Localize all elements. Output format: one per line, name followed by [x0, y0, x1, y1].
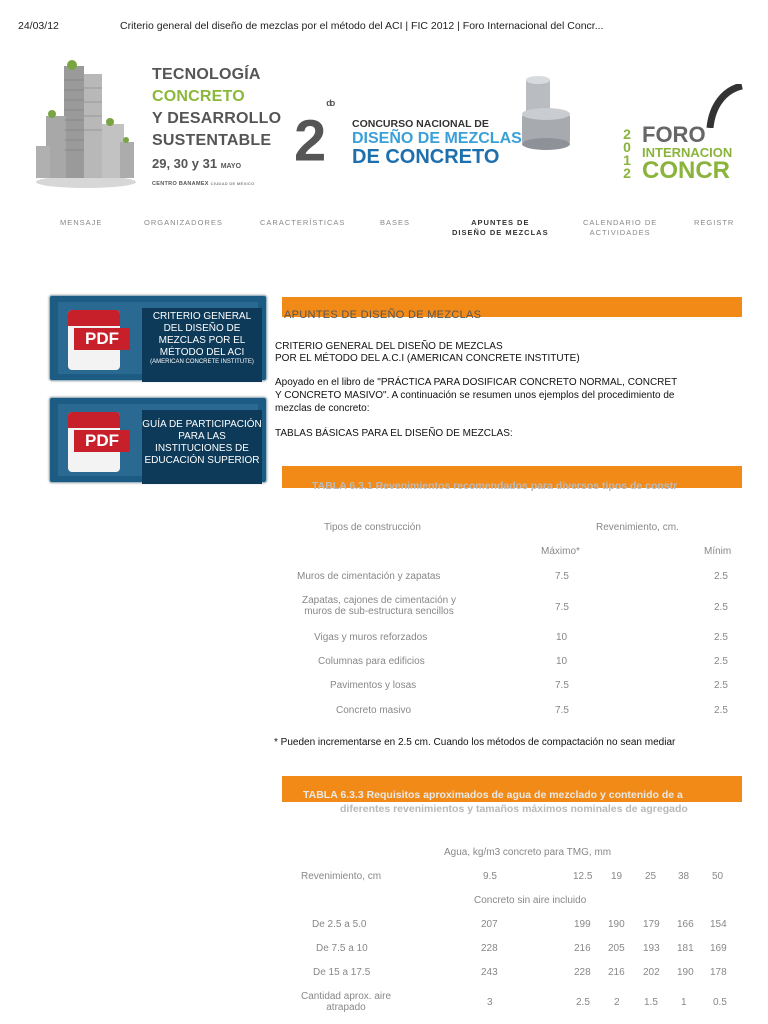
pdf-card-line: MÉTODO DEL ACI — [159, 347, 245, 358]
table2-water-header: Agua, kg/m3 concreto para TMG, mm — [444, 847, 612, 858]
table-cell: 205 — [608, 943, 625, 954]
table-row-label: De 2.5 a 5.0 — [312, 919, 367, 930]
pdf-card-subtitle: (AMERICAN CONCRETE INSTITUTE) — [150, 359, 254, 365]
table2-title-line2: diferentes revenimientos y tamaños máximos nominales de agregado — [340, 803, 688, 815]
event-days: 29, 30 y 31 — [152, 156, 218, 171]
event-dates — [152, 156, 281, 171]
print-date: 24/03/12 — [18, 20, 59, 32]
table-row-label: Pavimentos y losas — [330, 680, 417, 691]
contest-line-2: DISEÑO DE MEZCLAS — [352, 130, 522, 147]
nav-calendario-line1: CALENDARIO DE — [583, 218, 658, 227]
pdf-card-inner — [58, 404, 262, 476]
article-paragraph-line3: mezclas de concreto: — [275, 403, 370, 414]
table-cell: 190 — [608, 919, 625, 930]
table2-tmg: 25 — [645, 871, 657, 882]
section-title: APUNTES DE DISEÑO DE MEZCLAS — [284, 309, 482, 321]
table-cell: 2.5 — [714, 602, 728, 613]
table-row-label-line: Zapatas, cajones de cimentación y — [302, 595, 456, 606]
table-cell: 2.5 — [576, 997, 590, 1008]
concrete-cylinder-icon — [514, 74, 572, 156]
table-cell: 228 — [481, 943, 498, 954]
pdf-badge: PDF — [74, 430, 130, 452]
nav-apuntes-line2: DISEÑO DE MEZCLAS — [452, 228, 549, 237]
pdf-card-line: INSTITUCIONES DE — [155, 443, 249, 454]
pdf-card-title — [142, 410, 262, 484]
table1-title: TABLA 6.3.1 Revenimientos recomendados para diversos tipos de constr — [312, 480, 678, 492]
table-cell: 1 — [681, 997, 687, 1008]
table-cell: 0.5 — [713, 997, 727, 1008]
pdf-card-title — [142, 308, 262, 382]
event-logo — [152, 64, 281, 187]
table1-header-min: Mínim — [704, 546, 732, 557]
pdf-card-line: DEL DISEÑO DE — [163, 323, 241, 334]
nav-registro[interactable]: REGISTR — [694, 218, 735, 227]
article-paragraph-line1: Apoyado en el libro de "PRÁCTICA PARA DOSIFICAR CONCRETO NORMAL, CONCRET — [275, 377, 678, 388]
table-row-label: Columnas para edificios — [318, 656, 425, 667]
table-cell: 10 — [556, 656, 568, 667]
building-illustration — [36, 60, 136, 188]
foro-line-3: CONCR — [642, 157, 730, 184]
table-cell: 190 — [677, 967, 694, 978]
foro-line-1: FORO — [642, 122, 706, 147]
table2-subheader: Concreto sin aire incluido — [474, 895, 587, 906]
table-cell: 193 — [643, 943, 660, 954]
table-cell: 7.5 — [555, 680, 569, 691]
pdf-card-line: PARA LAS — [178, 431, 226, 442]
table-cell: 166 — [677, 919, 694, 930]
pdf-card-guia[interactable] — [49, 397, 267, 483]
table-row-label-line: Cantidad aprox. aire — [300, 991, 392, 1002]
table-cell: 2.5 — [714, 656, 728, 667]
contest-line-3: DE CONCRETO — [352, 146, 500, 168]
table-cell: 1.5 — [644, 997, 658, 1008]
table-cell: 181 — [677, 943, 694, 954]
pdf-card-inner — [58, 302, 258, 374]
table-cell: 2.5 — [714, 705, 728, 716]
table-row-label: Concreto masivo — [336, 705, 412, 716]
table2-tmg: 9.5 — [483, 871, 497, 882]
table-cell: 10 — [556, 632, 568, 643]
table-cell: 7.5 — [555, 602, 569, 613]
table1-header-max: Máximo* — [541, 546, 580, 557]
pdf-card-line: GUÍA DE PARTICIPACIÓN — [142, 419, 262, 430]
logo-line-1: TECNOLOGÍA — [152, 66, 261, 83]
contest-ordinal: do — [326, 98, 334, 108]
table1-header-slump: Revenimiento, cm. — [596, 522, 679, 533]
print-page-title: Criterio general del diseño de mezclas por el método del ACI | FIC 2012 | Foro Internacional del Concr... — [120, 20, 604, 32]
nav-calendario-line2: ACTIVIDADES — [589, 228, 651, 237]
table-row-label-line: muros de sub-estructura sencillos — [304, 606, 454, 617]
nav-organizadores[interactable]: ORGANIZADORES — [144, 218, 223, 227]
table-row-label — [286, 595, 472, 617]
table2-tmg: 12.5 — [573, 871, 593, 882]
event-month: MAYO — [220, 163, 242, 170]
table-row-label: De 15 a 17.5 — [313, 967, 371, 978]
table-row-label: Vigas y muros reforzados — [314, 632, 428, 643]
nav-apuntes[interactable] — [452, 218, 549, 238]
table-row-label-line: atrapado — [326, 1002, 366, 1013]
foro-logo-arc-icon — [706, 84, 746, 128]
table-row-label — [286, 991, 406, 1013]
pdf-card-line: MEZCLAS POR EL — [158, 335, 246, 346]
table1-footnote: * Pueden incrementarse en 2.5 cm. Cuando los métodos de compactación no sean mediar — [274, 737, 676, 748]
table-cell: 179 — [643, 919, 660, 930]
article-heading-line2: POR EL MÉTODO DEL A.C.I (AMERICAN CONCRETE INSTITUTE) — [275, 353, 580, 364]
table2-tmg: 38 — [678, 871, 690, 882]
table1-header-type: Tipos de construcción — [324, 522, 421, 533]
contest-number — [294, 98, 334, 174]
table-cell: 169 — [710, 943, 727, 954]
table-cell: 154 — [710, 919, 727, 930]
table-cell: 2.5 — [714, 571, 728, 582]
nav-caracteristicas[interactable]: CARACTERÍSTICAS — [260, 218, 346, 227]
table-cell: 228 — [574, 967, 591, 978]
pdf-card-line: CRITERIO GENERAL — [152, 311, 252, 322]
pdf-card-line: EDUCACIÓN SUPERIOR — [144, 455, 260, 466]
event-venue: CENTRO BANAMEX — [152, 181, 209, 187]
tables-intro: TABLAS BÁSICAS PARA EL DISEÑO DE MEZCLAS: — [275, 428, 513, 439]
table-cell: 202 — [643, 967, 660, 978]
table-cell: 243 — [481, 967, 498, 978]
logo-line-4: SUSTENTABLE — [152, 132, 272, 149]
table-row-label: De 7.5 a 10 — [316, 943, 368, 954]
table2-tmg: 50 — [712, 871, 724, 882]
contest-line-1: CONCURSO NACIONAL DE — [352, 118, 489, 130]
table-cell: 2 — [614, 997, 620, 1008]
nav-calendario[interactable] — [583, 218, 657, 238]
nav-bases[interactable]: BASES — [380, 218, 411, 227]
foro-line-2: INTERNACION — [642, 145, 733, 160]
event-city: CIUDAD DE MÉXICO — [210, 181, 255, 186]
foro-year: 2012 — [623, 126, 631, 181]
table-row-label: Muros de cimentación y zapatas — [297, 571, 441, 582]
table-cell: 3 — [487, 997, 493, 1008]
table-cell: 2.5 — [714, 680, 728, 691]
logo-line-3: Y DESARROLLO — [152, 110, 282, 127]
table-cell: 2.5 — [714, 632, 728, 643]
table-cell: 7.5 — [555, 571, 569, 582]
contest-number-digit: 2 — [294, 108, 325, 174]
table2-header-slump: Revenimiento, cm — [301, 871, 382, 882]
event-place — [152, 181, 281, 187]
table-cell: 199 — [574, 919, 591, 930]
nav-mensaje[interactable]: MENSAJE — [60, 218, 103, 227]
logo-line-2: CONCRETO — [152, 88, 245, 105]
article-heading-line1: CRITERIO GENERAL DEL DISEÑO DE MEZCLAS — [275, 341, 503, 352]
nav-apuntes-line1: APUNTES DE — [471, 218, 530, 227]
table2-title-line1: TABLA 6.3.3 Requisitos aproximados de agua de mezclado y contenido de a — [303, 789, 683, 801]
pdf-card-criterio[interactable] — [49, 295, 267, 381]
table2-tmg: 19 — [611, 871, 623, 882]
table-cell: 178 — [710, 967, 727, 978]
article-paragraph-line2: Y CONCRETO MASIVO". A continuación se resumen unos ejemplos del procedimiento de — [275, 390, 675, 401]
pdf-badge: PDF — [74, 328, 130, 350]
table-cell: 7.5 — [555, 705, 569, 716]
table-cell: 216 — [574, 943, 591, 954]
table-cell: 207 — [481, 919, 498, 930]
table-cell: 216 — [608, 967, 625, 978]
